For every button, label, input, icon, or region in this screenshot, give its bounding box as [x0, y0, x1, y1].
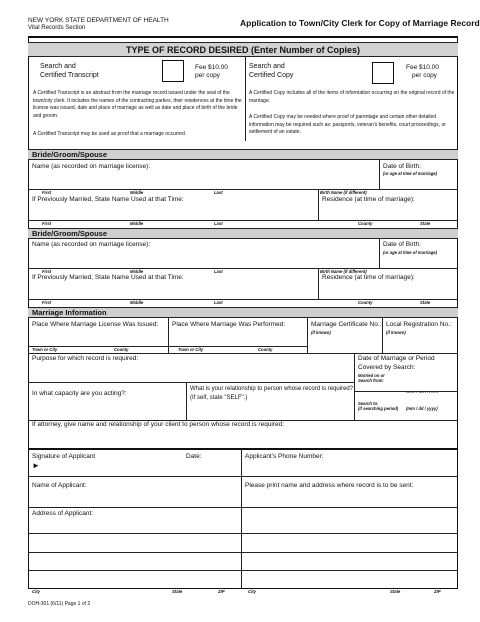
spouse1-middle: Middle — [130, 190, 144, 195]
purpose-label: Purpose for which record is required: — [32, 355, 139, 362]
relationship-label-2: (If self, state "SELF".) — [190, 395, 248, 401]
local-reg-input[interactable] — [386, 338, 454, 350]
transcript-copies-input[interactable] — [162, 60, 184, 82]
spouse1-first: First — [42, 190, 52, 195]
copy-description: A Certified Copy includes all of the items of information occurring on the original record of the marriage. — [249, 90, 455, 104]
relationship-input[interactable] — [190, 404, 350, 416]
spouse1-heading: Bride/Groom/Spouse — [32, 150, 108, 159]
purpose-input[interactable] — [32, 364, 350, 382]
capacity-label: In what capacity are you acting?: — [32, 390, 127, 397]
spouse1-first-2: First — [42, 221, 52, 226]
signature-label: Signature of Applicant — [32, 453, 96, 460]
zip-label-2: ZIP — [434, 589, 441, 594]
date-label: Date: — [186, 453, 202, 460]
state-label-1: State — [172, 589, 183, 594]
town-label-2: Town or City — [178, 347, 204, 352]
applicant-address-label: Address of Applicant: — [32, 510, 94, 517]
spouse1-prev-married-label: If Previously Married, State Name Used at that Time: — [32, 196, 184, 203]
state-label-2: State — [390, 589, 401, 594]
agency-name: NEW YORK STATE DEPARTMENT OF HEALTH — [28, 17, 169, 24]
spouse1-heading-bar — [28, 149, 458, 160]
phone-label: Applicant's Phone Number: — [245, 453, 324, 460]
applicant-address-input[interactable] — [32, 520, 237, 580]
spouse2-last: Last — [214, 269, 223, 274]
copy-need: A Certified Copy may be needed where proof of parentage and certain other detailed information may be required such as: passports, veteran's benefits, court proceedings, or settlement of an estate. — [249, 114, 446, 135]
search-from-label: Search from: — [358, 378, 384, 383]
relationship-label-1: What is your relationship to person whose record is required? — [190, 386, 354, 392]
transcript-fee-1: Fee $10.00 — [195, 64, 228, 71]
search-to-label: Search to: — [358, 401, 379, 406]
attorney-label: If attorney, give name and relationship of your client to person whose record is required: — [32, 421, 285, 428]
transcript-label-1: Search and — [40, 63, 76, 70]
performed-label: Place Where Marriage Was Performed: — [172, 321, 286, 328]
town-label-1: Town or City — [32, 347, 58, 352]
attorney-input[interactable] — [32, 431, 454, 445]
transcript-proof: A Certified Transcript may be used as proof that a marriage occurred. — [33, 131, 187, 137]
spouse1-residence-label: Residence (at time of marriage): — [322, 196, 415, 203]
mail-to-label: Please print name and address where record is to be sent: — [245, 482, 414, 489]
spouse2-middle-2: Middle — [130, 300, 144, 305]
signature-input[interactable] — [44, 461, 180, 472]
cert-no-input[interactable] — [311, 338, 379, 350]
spouse1-county: County — [358, 221, 373, 226]
copy-copies-input[interactable] — [372, 62, 394, 84]
signature-arrow-icon: ► — [32, 461, 40, 470]
spouse2-residence-label: Residence (at time of marriage): — [322, 274, 415, 281]
spouse2-name-label: Name (as recorded on marriage license): — [32, 241, 151, 248]
spouse1-last-2: Last — [214, 221, 223, 226]
search-from-input[interactable] — [358, 383, 454, 391]
spouse2-prev-married-label: If Previously Married, State Name Used at that Time: — [32, 274, 184, 281]
spouse2-residence-input[interactable] — [322, 284, 454, 296]
marriage-heading-bar — [28, 307, 458, 318]
spouse2-state: State — [420, 300, 431, 305]
city-label-1: City — [32, 589, 40, 594]
spouse1-residence-input[interactable] — [322, 205, 454, 217]
spouse1-middle-2: Middle — [130, 221, 144, 226]
county-label-2: County — [258, 347, 273, 352]
spouse1-state: State — [420, 221, 431, 226]
cert-no-label: Marriage Certificate No.: — [311, 321, 382, 328]
date-format-2: (mm / dd / yyyy) — [406, 406, 438, 411]
spouse1-dob-label: Date of Birth: — [383, 163, 421, 170]
copy-fee-2: per copy — [412, 72, 437, 79]
date-period-label-1: Date of Marriage or Period — [358, 355, 435, 362]
city-label-2: City — [248, 589, 256, 594]
transcript-description: A Certified Transcript is an abstract from the marriage record issued under the seal of the town/city clerk. It includes the names of the contracting parties, their residences at the time the license was issued, date and place of marriage as well as date and place of birth of the bride and groom. — [33, 90, 242, 119]
copy-fee-1: Fee $10.00 — [406, 64, 439, 71]
spouse2-heading: Bride/Groom/Spouse — [32, 229, 108, 238]
spouse1-birth-name: Birth Name (if different) — [320, 190, 367, 195]
search-to-input[interactable] — [358, 393, 454, 400]
date-period-label-2: Covered by Search: — [358, 364, 416, 371]
phone-input[interactable] — [245, 462, 454, 472]
spouse1-last: Last — [214, 190, 223, 195]
spouse2-name-input[interactable] — [32, 250, 376, 264]
spouse2-county: County — [358, 300, 373, 305]
spouse1-name-input[interactable] — [32, 172, 376, 186]
married-on-label: Married on or — [358, 373, 385, 378]
spouse1-prev-name-input[interactable] — [32, 205, 314, 217]
capacity-input[interactable] — [32, 400, 182, 414]
local-reg-label: Local Registration No.: — [386, 321, 452, 328]
record-type-heading-bar — [28, 42, 458, 57]
license-issued-label: Place Where Marriage License Was Issued: — [32, 321, 159, 328]
searching-period-label: (if searching period) — [358, 406, 399, 411]
spouse1-dob-hint: (or age at time of marriage) — [383, 171, 437, 176]
spouse1-name-label: Name (as recorded on marriage license): — [32, 163, 151, 170]
spouse2-heading-bar — [28, 228, 458, 239]
date-input[interactable] — [186, 462, 238, 472]
copy-label-1: Search and — [249, 63, 285, 70]
performed-input[interactable] — [172, 332, 304, 344]
form-title: Application to Town/City Clerk for Copy of Marriage Record — [240, 18, 480, 28]
spouse2-first-2: First — [42, 300, 52, 305]
marriage-heading: Marriage Information — [32, 308, 107, 317]
spouse2-middle: Middle — [130, 269, 144, 274]
transcript-label-2: Certified Transcript — [40, 72, 99, 79]
spouse2-last-2: Last — [214, 300, 223, 305]
local-reg-hint: (if known) — [386, 330, 406, 335]
spouse2-first: First — [42, 269, 52, 274]
mail-to-input[interactable] — [245, 492, 454, 582]
spouse2-birth-name: Birth Name (if different) — [320, 269, 367, 274]
spouse2-prev-name-input[interactable] — [32, 284, 314, 296]
applicant-name-label: Name of Applicant: — [32, 482, 87, 489]
license-issued-input[interactable] — [32, 332, 164, 344]
applicant-name-input[interactable] — [32, 492, 237, 504]
cert-no-hint: (if known) — [311, 330, 331, 335]
transcript-fee-2: per copy — [195, 72, 220, 79]
form-number: DOH-301 (6/11) Page 1 of 2 — [28, 601, 91, 607]
record-type-heading: TYPE OF RECORD DESIRED (Enter Number of Copies) — [125, 45, 361, 55]
copy-label-2: Certified Copy — [249, 72, 294, 79]
spouse2-dob-hint: (or age at time of marriage) — [383, 250, 437, 255]
county-label-1: County — [114, 347, 129, 352]
zip-label-1: ZIP — [218, 589, 225, 594]
spouse2-dob-label: Date of Birth: — [383, 241, 421, 248]
section-name: Vital Records Section — [28, 25, 86, 31]
